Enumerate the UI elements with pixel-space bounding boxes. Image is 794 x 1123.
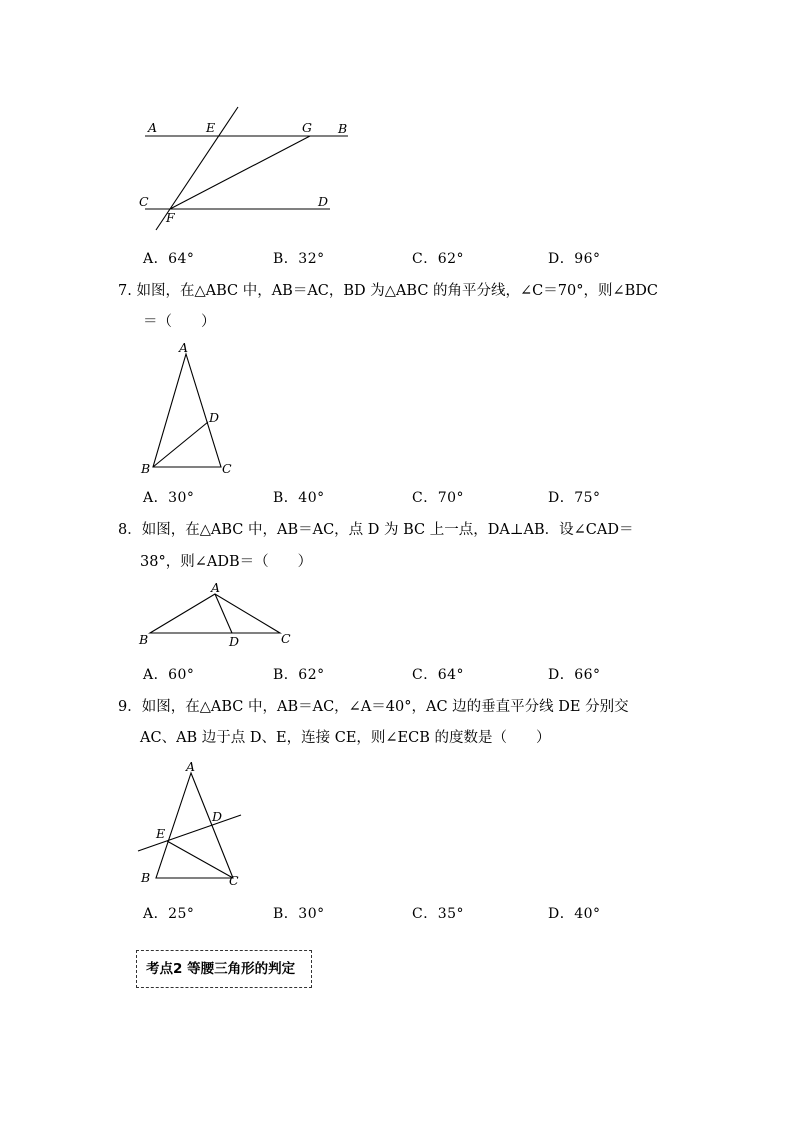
- q7-label-c: C: [222, 461, 232, 476]
- q8-option-b: B．62°: [273, 667, 325, 683]
- q7-stem-line2: ＝（ ）: [143, 314, 216, 330]
- q9-stem-line1: 9．如图，在△ABC 中，AB＝AC，∠A＝40°，AC 边的垂直平分线 DE 分别交: [118, 699, 629, 715]
- q9-label-b: B: [141, 870, 151, 885]
- q6-label-b: B: [338, 121, 348, 136]
- section-heading-box: 考点2 等腰三角形的判定: [136, 950, 312, 988]
- q7-option-c: C．70°: [412, 490, 465, 506]
- q6-option-d: D．96°: [548, 251, 601, 267]
- segment-bd: [153, 422, 208, 467]
- q8-label-b: B: [139, 632, 149, 647]
- q7-stem-line1: 7. 如图，在△ABC 中，AB＝AC，BD 为△ABC 的角平分线，∠C＝70°，则∠BDC: [118, 283, 658, 299]
- q6-label-f: F: [166, 210, 175, 225]
- line-de: [138, 815, 241, 851]
- q6-label-e: E: [206, 120, 216, 135]
- q7-label-a: A: [179, 340, 189, 355]
- q6-figure: [130, 100, 370, 235]
- q8-option-a: A．60°: [143, 667, 195, 683]
- q9-label-d: D: [212, 809, 223, 824]
- q9-option-b: B．30°: [273, 906, 325, 922]
- q9-label-a: A: [186, 759, 196, 774]
- q9-label-e: E: [156, 826, 166, 841]
- q8-label-d: D: [229, 634, 240, 649]
- q8-figure: [130, 578, 310, 653]
- q9-label-c: C: [229, 873, 239, 888]
- q7-label-b: B: [141, 461, 151, 476]
- q8-label-a: A: [211, 580, 221, 595]
- q7-figure: [135, 338, 245, 483]
- q7-label-d: D: [209, 410, 220, 425]
- triangle-abc: [156, 773, 233, 878]
- q6-label-c: C: [139, 194, 149, 209]
- q7-option-b: B．40°: [273, 490, 325, 506]
- segment-ce: [167, 841, 233, 878]
- q7-option-a: A．30°: [143, 490, 195, 506]
- q7-option-d: D．75°: [548, 490, 601, 506]
- q9-figure: [130, 755, 255, 895]
- line-fg: [170, 136, 310, 209]
- q9-option-d: D．40°: [548, 906, 601, 922]
- q9-option-a: A．25°: [143, 906, 195, 922]
- q8-option-c: C．64°: [412, 667, 465, 683]
- q8-stem-line1: 8．如图，在△ABC 中，AB＝AC，点 D 为 BC 上一点，DA⊥AB．设∠CAD＝: [118, 522, 634, 538]
- q6-option-b: B．32°: [273, 251, 325, 267]
- q6-label-g: G: [302, 120, 312, 135]
- q9-stem-line2: AC、AB 边于点 D、E，连接 CE，则∠ECB 的度数是（ ）: [140, 730, 551, 746]
- segment-ad: [215, 594, 232, 633]
- triangle-abc: [150, 594, 280, 633]
- q9-option-c: C．35°: [412, 906, 465, 922]
- q6-label-a: A: [148, 120, 158, 135]
- q6-option-a: A．64°: [143, 251, 195, 267]
- q6-label-d: D: [318, 194, 329, 209]
- q6-option-c: C．62°: [412, 251, 465, 267]
- q8-stem-line2: 38°，则∠ADB＝（ ）: [140, 554, 313, 570]
- q8-label-c: C: [281, 631, 291, 646]
- q8-option-d: D．66°: [548, 667, 601, 683]
